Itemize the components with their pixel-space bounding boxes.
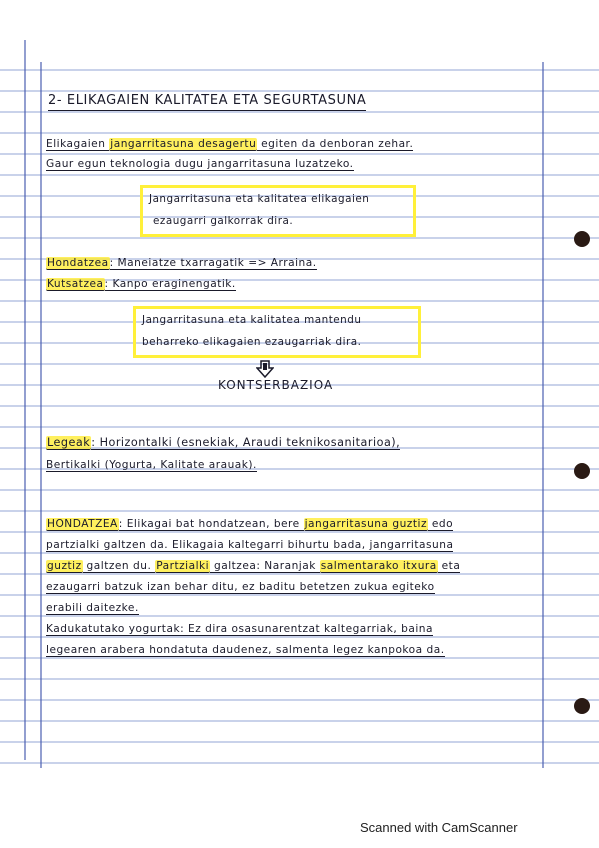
yogurtak-line-1 — [46, 623, 433, 635]
legeak-line-1 — [46, 436, 400, 449]
down-arrow-icon — [256, 360, 274, 378]
term-legeak: Legeak — [47, 436, 91, 449]
highlighted-text: salmentarako itxura — [320, 560, 437, 572]
highlighted-text: guztiz — [47, 560, 82, 572]
hondatzea-line — [46, 257, 317, 269]
legeak-line-2 — [46, 459, 257, 471]
paragraph-text: : Elikagai bat hondatzean, bere — [118, 518, 304, 530]
paragraph-text: edo — [428, 518, 454, 530]
binder-hole — [574, 698, 590, 714]
binder-hole — [574, 463, 590, 479]
legeak-text: : Horizontalki (esnekiak, Araudi teknikosanitarioa), — [91, 436, 401, 449]
highlight-box-1 — [140, 185, 416, 237]
box-line: ezaugarri galkorrak dira. — [153, 215, 294, 227]
kontserbazioa-heading: KONTSERBAZIOA — [218, 378, 334, 392]
page-title: 2- ELIKAGAIEN KALITATEA ETA SEGURTASUNA — [48, 93, 366, 111]
highlighted-text: jangarritasuna desagertu — [110, 138, 257, 150]
highlight-box-2 — [133, 306, 421, 358]
highlighted-text: Partzialki — [156, 560, 210, 572]
legeak-text: Bertikalki (Yogurta, Kalitate arauak). — [46, 459, 257, 471]
intro-text: Elikagaien — [46, 138, 110, 150]
paragraph-text: eta — [437, 560, 461, 572]
hondatzea2-line-2 — [46, 539, 453, 551]
term-hondatzea-caps: HONDATZEA — [47, 518, 118, 530]
hondatzea2-line-3 — [46, 560, 460, 572]
intro-text: egiten da denboran zehar. — [257, 138, 414, 150]
paragraph-text: galtzea: Naranjak — [210, 560, 320, 572]
definition-text: : Kanpo eraginengatik. — [104, 278, 236, 290]
highlighted-text: jangarritasuna guztiz — [304, 518, 428, 530]
box-line: Jangarritasuna eta kalitatea mantendu — [142, 314, 362, 326]
intro-line-1 — [46, 138, 413, 150]
paragraph-text: : Ez dira osasunarentzat kaltegarriak, baina — [180, 623, 433, 635]
yogurtak-line-2 — [46, 644, 445, 656]
box-line: Jangarritasuna eta kalitatea elikagaien — [149, 193, 370, 205]
kutsatzea-line — [46, 278, 236, 290]
term-kutsatzea: Kutsatzea — [47, 278, 104, 290]
intro-text: Gaur egun teknologia dugu jangarritasuna luzatzeko. — [46, 158, 354, 170]
paragraph-text: galtzen du. — [82, 560, 156, 572]
box-line: beharreko elikagaien ezaugarriak dira. — [142, 336, 362, 348]
term-hondatzea: Hondatzea — [47, 257, 109, 269]
hondatzea2-line-1 — [46, 518, 453, 530]
intro-line-2 — [46, 158, 354, 170]
paragraph-text: partzialki galtzen da. Elikagaia kaltegarri bihurtu bada, jangarritasuna — [46, 539, 454, 551]
binder-hole — [574, 231, 590, 247]
scanner-watermark: Scanned with CamScanner — [360, 820, 518, 835]
hondatzea2-line-5 — [46, 602, 139, 614]
hondatzea2-line-4 — [46, 581, 435, 593]
paragraph-text: ezaugarri batzuk izan behar ditu, ez baditu betetzen zukua egiteko — [46, 581, 435, 593]
definition-text: : Maneiatze txarragatik => Arraina. — [109, 257, 317, 269]
term-yogurtak: Kadukatutako yogurtak — [46, 623, 181, 635]
paragraph-text: erabili daitezke. — [46, 602, 139, 614]
paragraph-text: legearen arabera hondatuta daudenez, salmenta legez kanpokoa da. — [46, 644, 445, 656]
